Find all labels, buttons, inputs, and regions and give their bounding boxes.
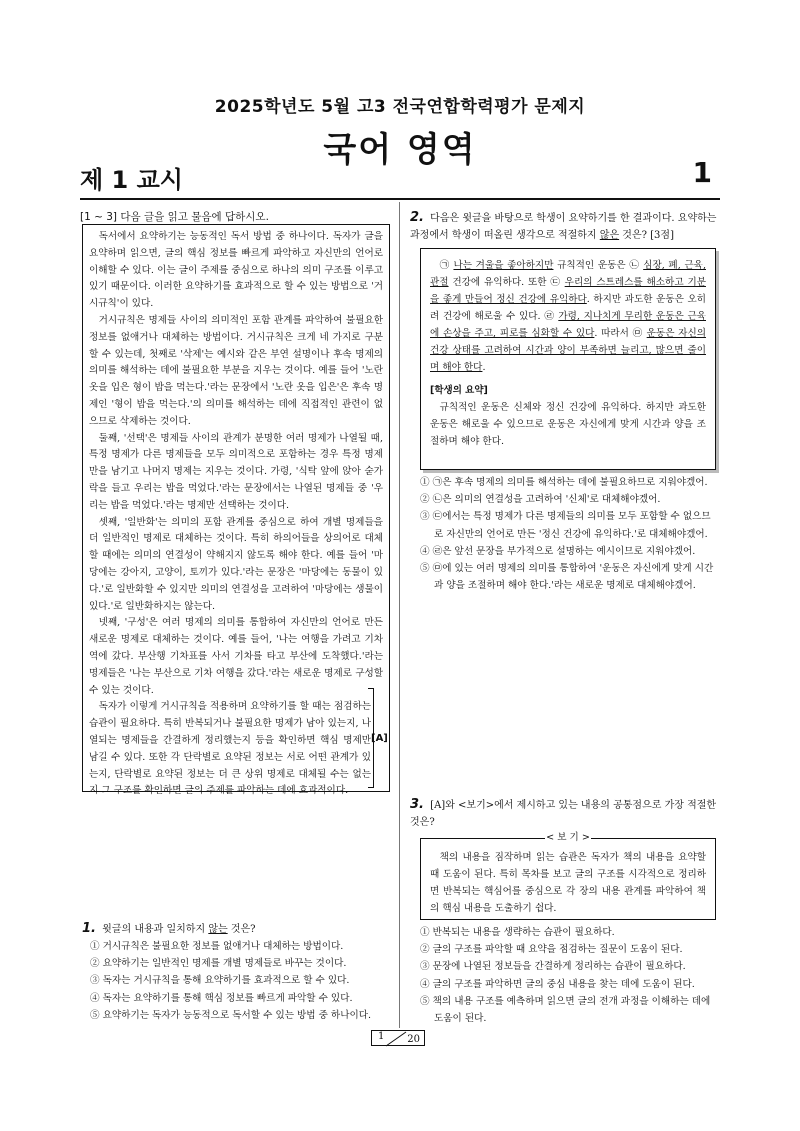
passage-paragraph: 거시규칙은 명제들 사이의 의미적인 포함 관계를 파악하여 불필요한 정보를 없애거나 대체하는 방법이다. 거시규칙은 크게 네 가지로 구분할 수 있는데, 첫째로 '삭제'는 예시와 같은 부연 설명이나 후속 명제의 의미를 해석하는 데에 불필요한 부분을 지우는 것이다. 예를 들어 '노란 옷을 입은 형이 밥을 먹는다.'라는 문장에서 '노란 옷을 입은'은 후속 명제인 '형이 밥을 먹는다.'의 의미를 해석하는 데에 직접적인 관련이 없으므로 삭제하는 것이다. xyxy=(89,314,383,427)
question-1-stem-after: 것은? xyxy=(227,924,256,935)
bogi-box xyxy=(420,838,716,920)
bogi-text: 책의 내용을 짐작하며 읽는 습관은 독자가 책의 내용을 요약할 때 도움이 된다. 특히 목차를 보고 글의 구조를 시각적으로 정리하면 반복되는 핵심어를 중심으로 각 장의 내용 관계를 파악하여 책의 핵심 내용을 도출하기 쉽다. xyxy=(430,852,706,914)
choice-4[interactable]: ④ 독자는 요약하기를 통해 핵심 정보를 빠르게 파악할 수 있다. xyxy=(90,992,353,1004)
question-2 xyxy=(410,209,718,244)
question-2-stem-after: 것은? [3점] xyxy=(619,230,674,241)
source-segment-underlined: 운동은 자신의 건강 상태를 고려하여 시간과 양이 부족하면 늘리고, 많으면 줄이며 해야 한다 xyxy=(430,328,706,373)
choice-3[interactable]: ③ 문장에 나열된 정보들을 간결하게 정리하는 습관이 필요하다. xyxy=(420,961,686,973)
question-2-choices xyxy=(420,474,718,594)
column-divider xyxy=(399,202,400,1028)
exam-title: 2025학년도 5월 고3 전국연합학력평가 문제지 xyxy=(214,97,586,117)
question-1-number: 1. xyxy=(82,921,96,936)
source-segment-underlined: 나는 겨울을 좋아하지만 xyxy=(453,260,554,271)
passage-paragraph: 둘째, '선택'은 명제들 사이의 관계가 분명한 여러 명제가 나열될 때, 특정 명제가 다른 명제들을 모두 의미적으로 포함하는 경우 특정 명제만을 남기고 나머지 명제는 지우는 것이다. 가령, '식탁 앞에 앉아 숟가락을 들고 우리는 밥을 먹었다.'라는 문장에서는 나열된 명제들 중 '우리는 밥을 먹었다.'라는 명제만 선택하는 것이다. xyxy=(89,432,383,511)
passage-paragraph: 독서에서 요약하기는 능동적인 독서 방법 중 하나이다. 독자가 글을 요약하며 읽으면, 글의 핵심 정보를 빠르게 파악하고 자신만의 언어로 이해할 수 있다. 이는 글이 주제를 중심으로 하나의 의미 구조를 이루고 있기 때문이다. 이러한 요약하기를 효과적으로 할 수 있는 방법으로 '거시규칙'이 있다. xyxy=(89,231,383,310)
question-1-stem-before: 윗글의 내용과 일치하지 xyxy=(102,924,209,935)
footer-total-pages: 20 xyxy=(407,1034,420,1045)
bogi-label: < 보 기 > xyxy=(546,832,590,843)
question-1-choices xyxy=(90,938,394,1024)
subject-title: 국어 영역 xyxy=(323,130,477,170)
choice-4[interactable]: ④ ㉣은 앞선 문장을 부가적으로 설명하는 예시이므로 지워야겠어. xyxy=(420,545,696,557)
choice-5[interactable]: ⑤ 요약하기는 독자가 능동적으로 독서할 수 있는 방법 중 하나이다. xyxy=(90,1009,372,1021)
choice-2[interactable]: ② 글의 구조를 파악할 때 요약을 점검하는 질문이 도움이 된다. xyxy=(420,944,683,956)
section-heading: [1 ~ 3] 다음 글을 읽고 물음에 답하시오. xyxy=(80,211,269,223)
source-segment: . 하지만 과도한 운동은 오히려 건강에 해로울 수 있다. ㉣ xyxy=(430,294,706,322)
footer-current-page: 1 xyxy=(378,1031,385,1042)
reading-passage xyxy=(82,224,390,797)
question-1-stem-emphasis: 않는 xyxy=(208,924,228,935)
choice-2[interactable]: ② ㉡은 의미의 연결성을 고려하여 '신체'로 대체해야겠어. xyxy=(420,494,661,506)
source-text xyxy=(430,257,706,376)
source-segment-underlined: 우리의 스트레스를 해소하고 기분을 좋게 만들어 정신 건강에 유익하다 xyxy=(430,277,706,305)
source-segment: 건강에 유익하다. 또한 ㉢ xyxy=(448,277,565,288)
question-1 xyxy=(82,920,392,938)
passage-paragraph: 셋째, '일반화'는 의미의 포함 관계를 중심으로 하여 개별 명제들을 더 일반적인 명제로 대체하는 것이다. 특히 하의어들을 상의어로 대체할 때에는 의미의 연결성이 약해지지 않도록 해야 한다. 예를 들어 '마당에는 강아지, 고양이, 토끼가 있다.'라는 문장은 '마당에는 동물이 있다.'로 일반화할 수 있지만 의미의 연결성을 고려하여 '마당에는 생물이 있다.'로 일반화하지는 않는다. xyxy=(89,516,383,612)
question-3-number: 3. xyxy=(410,797,424,812)
choice-3[interactable]: ③ ㉢에서는 특정 명제가 다른 명제들의 의미를 모두 포함할 수 없으므로 자신만의 언어로 만든 '정신 건강에 유익하다.'로 대체해야겠어. xyxy=(420,511,711,540)
question-3-stem: [A]와 <보기>에서 제시하고 있는 내용의 공통점으로 가장 적절한 것은? xyxy=(410,800,717,828)
source-segment: 규칙적인 운동은 ㉡ xyxy=(553,260,644,271)
passage-paragraph: 넷째, '구성'은 여러 명제의 의미를 통합하여 자신만의 언어로 만든 새로운 명제로 대체하는 것이다. 예를 들어, '나는 여행을 가려고 기차역에 갔다. 부산행 기차표를 사서 기차를 타고 부산에 도착했다.'라는 명제들은 '나는 부산으로 기차 여행을 갔다.'라는 새로운 명제로 구성할 수 있는 것이다. xyxy=(89,617,383,696)
choice-1[interactable]: ① 거시규칙은 불필요한 정보를 없애거나 대체하는 방법이다. xyxy=(90,941,344,952)
page-footer xyxy=(371,1030,425,1046)
source-segment: . 따라서 ㉤ xyxy=(594,328,647,339)
choice-1[interactable]: ① ㉠은 후속 명제의 의미를 해석하는 데에 불필요하므로 지워야겠어. xyxy=(420,477,708,488)
source-segment-underlined: 심장, 폐, 근육, 관절 xyxy=(430,260,706,288)
source-segment-underlined: 가령, 지나치게 무리한 운동은 근육에 손상을 주고, 피로를 심화할 수 있다 xyxy=(430,311,706,339)
passage-paragraph: 독자가 이렇게 거시규칙을 적용하며 요약하기를 할 때는 점검하는 습관이 필요하다. 특히 반복되거나 불필요한 명제가 남아 있는지, 나열되는 명제들을 간결하게 정리했는지 등을 확인하면 핵심 명제만 남길 수 있다. 또한 각 단락별로 요약된 정보는 서로 어떤 관계가 있는지, 단락별로 요약된 정보는 더 큰 상위 명제로 대체될 수는 없는지 그 구조를 확인하면 글의 주제를 파악하는 데에 효과적이다. xyxy=(89,701,371,797)
question-2-source-box xyxy=(420,248,716,470)
source-segment: ㉠ xyxy=(439,260,454,271)
source-segment: . xyxy=(482,362,486,373)
choice-2[interactable]: ② 요약하기는 일반적인 명제를 개별 명제들로 바꾸는 것이다. xyxy=(90,958,347,970)
summary-text: 규칙적인 운동은 신체와 정신 건강에 유익하다. 하지만 과도한 운동은 해로울 수 있으므로 운동은 자신에게 맞게 시간과 양을 조절하며 해야 한다. xyxy=(430,402,706,447)
choice-3[interactable]: ③ 독자는 거시규칙을 통해 요약하기를 효과적으로 할 수 있다. xyxy=(90,975,350,987)
choice-4[interactable]: ④ 글의 구조를 파악하면 글의 중심 내용을 찾는 데에 도움이 된다. xyxy=(420,978,695,990)
period-label: 제 1 교시 xyxy=(80,166,183,194)
question-2-number: 2. xyxy=(410,210,424,225)
choice-5[interactable]: ⑤ 책의 내용 구조를 예측하며 읽으면 글의 전개 과정을 이해하는 데에 도움이 된다. xyxy=(420,995,711,1025)
question-2-stem-before: 다음은 윗글을 바탕으로 학생이 요약하기를 한 결과이다. 요약하는 과정에서 학생이 떠올린 생각으로 적절하지 xyxy=(410,213,717,241)
page-number: 1 xyxy=(692,156,712,189)
question-3 xyxy=(410,796,718,831)
choice-1[interactable]: ① 반복되는 내용을 생략하는 습관이 필요하다. xyxy=(420,927,615,938)
question-2-stem-emphasis: 않은 xyxy=(599,230,620,241)
passage-marker-a: [A] xyxy=(371,733,388,744)
header-rule xyxy=(80,198,720,200)
question-3-choices xyxy=(420,924,718,1027)
choice-5[interactable]: ⑤ ㉤에 있는 여러 명제의 의미를 통합하여 '운동은 자신에게 맞게 시간과 양을 조절하며 해야 한다.'라는 새로운 명제로 대체해야겠어. xyxy=(420,563,714,592)
summary-heading: [학생의 요약] xyxy=(430,385,488,396)
